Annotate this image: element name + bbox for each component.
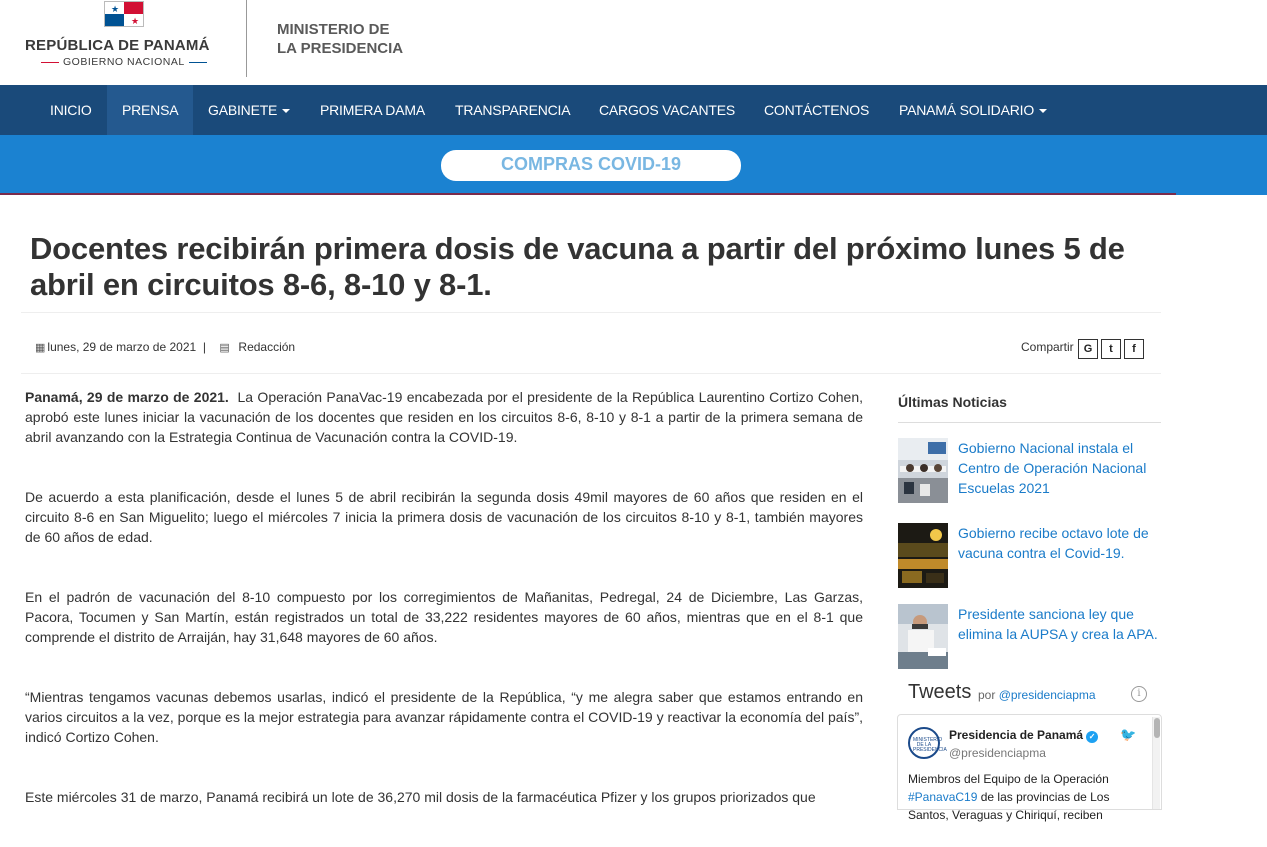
news-thumbnail[interactable] xyxy=(898,523,948,588)
nav-item-cargos-vacantes[interactable]: CARGOS VACANTES xyxy=(599,102,735,118)
news-thumbnail[interactable] xyxy=(898,438,948,503)
latest-news-title: Últimas Noticias xyxy=(898,394,1007,410)
tweet-timeline xyxy=(897,714,1162,822)
article-author: Redacción xyxy=(238,340,296,354)
government-label: GOBIERNO NACIONAL xyxy=(63,56,185,68)
compras-covid-button[interactable]: COMPRAS COVID-19 xyxy=(441,150,741,181)
nav-item-prensa[interactable]: PRENSA xyxy=(107,85,193,135)
republic-title[interactable]: REPÚBLICA DE PANAMÁ xyxy=(25,37,210,54)
nav-item-gabinete-label: GABINETE xyxy=(208,102,278,118)
tweet-text-part: Miembros del Equipo de la Operación xyxy=(908,772,1109,786)
newspaper-icon: ▤ xyxy=(219,342,230,354)
nav-item-transparencia[interactable]: TRANSPARENCIA xyxy=(455,102,571,118)
tweet-author-name-text: Presidencia de Panamá xyxy=(949,728,1084,742)
article-paragraph: Este miércoles 31 de marzo, Panamá recibirá un lote de 36,270 mil dosis de la farmacéutica Pfizer y los grupos priorizados que xyxy=(25,789,816,805)
tweets-by-label: por xyxy=(978,688,996,702)
nav-item-gabinete[interactable] xyxy=(193,85,305,135)
news-thumbnail[interactable] xyxy=(898,604,948,669)
share-google-button[interactable]: G xyxy=(1078,339,1098,359)
nav-item-inicio[interactable]: INICIO xyxy=(50,102,92,118)
tweets-by xyxy=(978,688,1096,702)
share-label: Compartir xyxy=(1021,340,1074,354)
article-body xyxy=(25,387,863,847)
news-link[interactable]: Gobierno recibe octavo lote de vacuna contra el Covid-19. xyxy=(958,525,1149,561)
header-divider xyxy=(246,0,247,77)
avatar-text: MINISTERIO DE LA PRESIDENCIA xyxy=(913,737,947,753)
tweet-author-handle[interactable]: @presidenciapma xyxy=(949,746,1046,760)
article-date: lunes, 29 de marzo de 2021 xyxy=(47,340,197,354)
news-link[interactable]: Gobierno Nacional instala el Centro de Operación Nacional Escuelas 2021 xyxy=(958,440,1147,496)
avatar[interactable] xyxy=(908,727,947,759)
news-link[interactable]: Presidente sanciona ley que elimina la AUPSA y crea la APA. xyxy=(958,606,1158,642)
government-subtitle xyxy=(37,56,211,68)
article-paragraph: De acuerdo a esta planificación, desde el lunes 5 de abril recibirán la segunda dosis 49mil mayores de 60 años que residen en el circuito 8-6 en San Miguelito; luego el miércoles 7 inicia la primera dosis de vacunación de los circuitos 8-10 y 8-1, también mayores de 60 años de edad. xyxy=(25,489,863,545)
banner-underline xyxy=(0,193,1176,195)
nav-item-panama-solidario-label: PANAMÁ SOLIDARIO xyxy=(899,102,1035,118)
tweet-scrollbar[interactable] xyxy=(1152,717,1160,809)
article-paragraph: “Mientras tengamos vacunas debemos usarlas, indicó el presidente de la República, “y me alegra saber que estamos entrando en varios circuitos a la vez, porque es la mejor estrategia para avanzar rápidamente contra el COVID-19 y reactivar la economía del país”, indicó Cortizo Cohen. xyxy=(25,689,863,745)
scrollbar-thumb[interactable] xyxy=(1154,718,1160,738)
nav-item-panama-solidario[interactable] xyxy=(884,85,1062,135)
main-nav xyxy=(0,85,1267,135)
tweets-heading: Tweets xyxy=(908,681,972,703)
article-title: Docentes recibirán primera dosis de vacuna a partir del próximo lunes 5 de abril en circuitos 8-6, 8-10 y 8-1. xyxy=(30,231,1125,302)
divider xyxy=(898,422,1161,423)
calendar-icon: ▦ xyxy=(35,342,46,354)
paragraph-text: La Operación PanaVac-19 encabezada por el presidente de la República Laurentino Cortizo Cohen, aprobó este lunes iniciar la vacunación de los docentes que residen en los circuitos 8-6, 8-10 y 8-1 a partir de la primera semana de abril avanzando con la Estrategia Continua de Vacunación contra la COVID-19. xyxy=(25,389,863,445)
tweet-text-part: de las provincias de Los xyxy=(980,790,1110,804)
site-header xyxy=(0,0,1267,85)
nav-item-primera-dama[interactable]: PRIMERA DAMA xyxy=(320,102,425,118)
covid-banner xyxy=(0,135,1267,195)
tweet-hashtag[interactable]: #PanavaC19 xyxy=(908,790,978,804)
tweet-author-name[interactable] xyxy=(949,728,1098,743)
article-paragraph xyxy=(25,387,863,447)
tweet-text xyxy=(908,770,1138,824)
share-twitter-button[interactable]: t xyxy=(1101,339,1121,359)
tweets-handle-link[interactable]: @presidenciapma xyxy=(998,688,1096,702)
chevron-down-icon xyxy=(1039,109,1047,113)
ministry-line2: LA PRESIDENCIA xyxy=(277,40,404,57)
tweet-text-part: Santos, Veraguas y Chiriquí, reciben xyxy=(908,808,1103,822)
meta-separator: | xyxy=(202,340,206,354)
info-icon[interactable]: i xyxy=(1131,686,1147,702)
verified-check-icon: ✓ xyxy=(1086,731,1098,743)
chevron-down-icon xyxy=(282,109,290,113)
article-meta xyxy=(35,340,295,354)
ministry-line1: MINISTERIO DE xyxy=(277,21,390,38)
panama-flag-icon[interactable]: ★ ★ xyxy=(104,1,144,27)
article-lead: Panamá, 29 de marzo de 2021. xyxy=(25,389,229,405)
divider xyxy=(21,373,1161,374)
ministry-title[interactable] xyxy=(277,20,403,58)
share-facebook-button[interactable]: f xyxy=(1124,339,1144,359)
article-paragraph: En el padrón de vacunación del 8-10 compuesto por los corregimientos de Mañanitas, Pedregal, 24 de Diciembre, Las Garzas, Pacora, Tocumen y San Martín, están registrados un total de 33,222 residentes mayores de 60 años, mientras que en el 8-1 que comprende el distrito de Arraiján, hay 31,648 mayores de 60 años. xyxy=(25,589,863,645)
divider xyxy=(21,312,1161,313)
nav-item-contactenos[interactable]: CONTÁCTENOS xyxy=(764,102,870,118)
twitter-bird-icon[interactable]: 🐦 xyxy=(1120,727,1137,742)
